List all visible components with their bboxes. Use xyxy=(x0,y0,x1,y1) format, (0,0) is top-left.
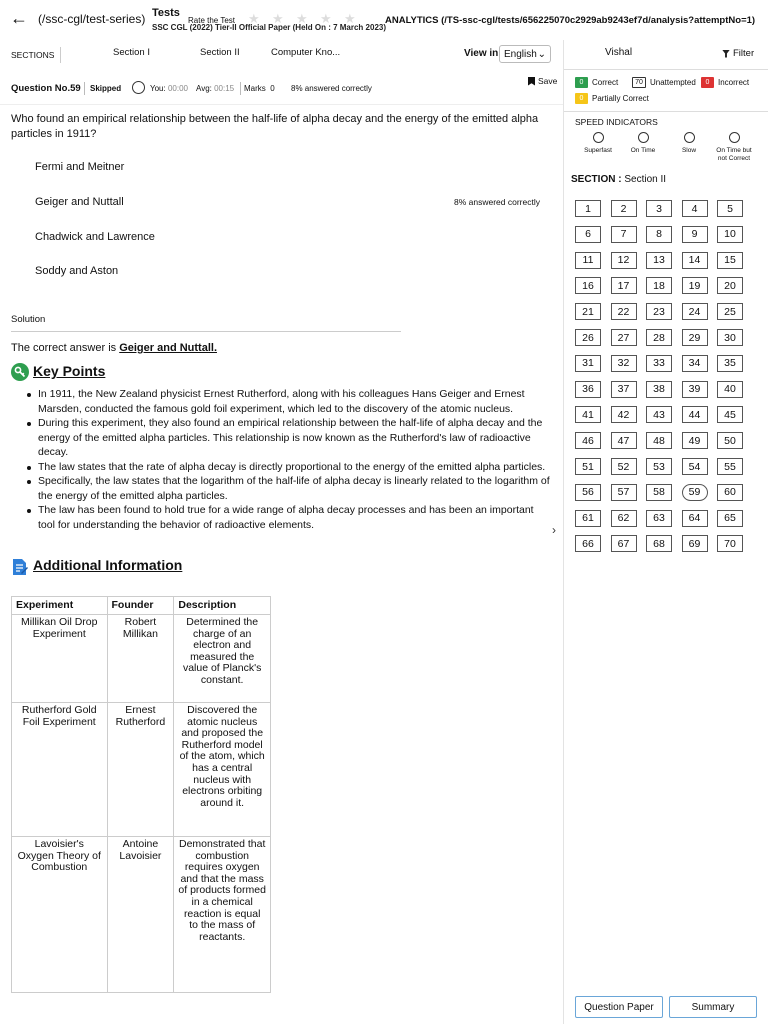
divider xyxy=(11,331,401,332)
question-status: Skipped xyxy=(90,84,122,93)
question-palette-button[interactable]: 21 xyxy=(575,303,601,320)
info-table xyxy=(11,596,271,993)
table-row xyxy=(12,615,271,703)
question-palette-button[interactable]: 59 xyxy=(682,484,708,501)
question-palette-button[interactable]: 43 xyxy=(646,406,672,423)
chevron-down-icon: ⌄ xyxy=(537,48,546,60)
filter-label: Filter xyxy=(733,48,755,59)
table-cell: Demonstrated that combustion requires oxygen and that the mass of products formed in a chemical reaction is equal to the mass of reactants. xyxy=(174,837,271,993)
question-palette-button[interactable]: 18 xyxy=(646,277,672,294)
question-palette-button[interactable]: 31 xyxy=(575,355,601,372)
back-arrow-icon[interactable]: ← xyxy=(10,8,28,28)
user-name: Vishal xyxy=(605,47,633,58)
tab-section-1[interactable]: Section I xyxy=(113,47,150,58)
table-cell: Discovered the atomic nucleus and proposed the Rutherford model of the atom, which has a central nucleus with electrons orbiting around it. xyxy=(174,703,271,837)
question-palette-button[interactable]: 64 xyxy=(682,510,708,527)
question-palette-button[interactable]: 14 xyxy=(682,252,708,269)
question-palette-button[interactable]: 17 xyxy=(611,277,637,294)
document-edit-icon xyxy=(12,558,28,576)
question-palette-button[interactable]: 48 xyxy=(646,432,672,449)
answered-correctly-stat: 8% answered correctly xyxy=(291,84,372,93)
question-palette-button[interactable]: 45 xyxy=(717,406,743,423)
legend-label: Partially Correct xyxy=(592,94,649,103)
question-palette-button[interactable]: 57 xyxy=(611,484,637,501)
table-cell: Determined the charge of an electron and measured the value of Planck's constant. xyxy=(174,615,271,703)
question-palette-button[interactable]: 41 xyxy=(575,406,601,423)
star-icon[interactable]: ★ xyxy=(272,11,284,26)
legend-correct xyxy=(575,77,618,88)
question-palette-button[interactable]: 66 xyxy=(575,535,601,552)
question-palette-button[interactable]: 10 xyxy=(717,226,743,243)
question-palette-button[interactable]: 44 xyxy=(682,406,708,423)
question-palette-button[interactable]: 27 xyxy=(611,329,637,346)
table-header: Experiment xyxy=(12,597,108,615)
question-palette-button[interactable]: 67 xyxy=(611,535,637,552)
key-point: The law states that the rate of alpha decay is directly proportional to the energy of the emitted alpha particles. xyxy=(38,460,550,475)
legend-count: 70 xyxy=(632,77,646,88)
chevron-right-icon[interactable]: › xyxy=(552,523,556,537)
divider xyxy=(0,104,563,105)
table-cell: Lavoisier's Oxygen Theory of Combustion xyxy=(12,837,108,993)
key-point: In 1911, the New Zealand physicist Ernest Rutherford, along with his colleagues Hans Geiger and Ernest Marsden, conducted the famous gold foil experiment, which led to the discovery of the atomic nucleus. xyxy=(38,387,550,416)
question-info-bar xyxy=(0,78,563,100)
option-1[interactable]: Fermi and Meitner xyxy=(35,161,125,173)
speed-slow: Slow xyxy=(667,132,711,155)
speed-on-time-not-correct: On Time but not Correct xyxy=(712,132,756,163)
question-palette-button[interactable]: 12 xyxy=(611,252,637,269)
question-palette-button[interactable]: 25 xyxy=(717,303,743,320)
table-header: Description xyxy=(174,597,271,615)
tab-section-2[interactable]: Section II xyxy=(200,47,240,58)
question-palette-button[interactable]: 65 xyxy=(717,510,743,527)
table-cell: Millikan Oil Drop Experiment xyxy=(12,615,108,703)
additional-info-title: Additional Information xyxy=(33,557,183,573)
star-icon[interactable]: ★ xyxy=(320,11,332,26)
rate-test-label: Rate the Test xyxy=(188,16,235,25)
key-points-list xyxy=(38,387,550,532)
divider xyxy=(564,111,768,112)
question-palette-button[interactable]: 47 xyxy=(611,432,637,449)
legend-count: 0 xyxy=(701,77,714,88)
bookmark-icon xyxy=(528,77,535,86)
sections-bar xyxy=(0,40,563,70)
divider xyxy=(84,82,85,95)
question-palette-button[interactable]: 70 xyxy=(717,535,743,552)
question-palette-button[interactable]: 13 xyxy=(646,252,672,269)
divider xyxy=(60,47,61,63)
legend-count: 0 xyxy=(575,93,588,104)
question-palette-button[interactable]: 28 xyxy=(646,329,672,346)
speed-on-time: On Time xyxy=(621,132,665,155)
question-palette-button[interactable]: 3 xyxy=(646,200,672,217)
on-time-icon xyxy=(638,132,649,143)
table-row xyxy=(12,703,271,837)
question-palette-button[interactable]: 16 xyxy=(575,277,601,294)
question-palette-button[interactable]: 30 xyxy=(717,329,743,346)
avg-time: Avg: 00:15 xyxy=(196,84,235,93)
question-palette-button[interactable]: 9 xyxy=(682,226,708,243)
table-header-row xyxy=(12,597,271,615)
top-bar xyxy=(0,0,768,40)
question-palette-button[interactable]: 37 xyxy=(611,381,637,398)
save-button[interactable] xyxy=(528,76,557,86)
question-palette-button[interactable]: 39 xyxy=(682,381,708,398)
legend-incorrect xyxy=(701,77,749,88)
legend-count: 0 xyxy=(575,77,588,88)
key-points-title: Key Points xyxy=(33,363,106,379)
divider xyxy=(240,82,241,95)
question-palette-button[interactable]: 35 xyxy=(717,355,743,372)
question-number: Question No.59 xyxy=(11,83,81,94)
question-palette-button[interactable]: 22 xyxy=(611,303,637,320)
legend-unattempted xyxy=(632,77,696,88)
option-4[interactable]: Soddy and Aston xyxy=(35,265,119,277)
speed-superfast: Superfast xyxy=(576,132,620,155)
question-palette-button[interactable]: 2 xyxy=(611,200,637,217)
key-point: Specifically, the law states that the logarithm of the half-life of alpha decay is linearly related to the logarithm of the energy of the emitted alpha particles. xyxy=(38,475,550,502)
table-cell: Rutherford Gold Foil Experiment xyxy=(12,703,108,837)
option-answered-stat: 8% answered correctly xyxy=(454,197,540,207)
question-palette-button[interactable]: 33 xyxy=(646,355,672,372)
option-2[interactable]: Geiger and Nuttall xyxy=(35,196,124,208)
question-palette-button[interactable]: 55 xyxy=(717,458,743,475)
question-palette-button[interactable]: 54 xyxy=(682,458,708,475)
speed-indicators-title: SPEED INDICATORS xyxy=(575,117,658,127)
tab-computer-knowledge[interactable]: Computer Kno... xyxy=(271,47,341,58)
question-palette-button[interactable]: 23 xyxy=(646,303,672,320)
question-pane xyxy=(0,40,563,1024)
table-cell: Ernest Rutherford xyxy=(107,703,174,837)
solution-label: Solution xyxy=(11,314,46,325)
question-palette-button[interactable]: 29 xyxy=(682,329,708,346)
question-palette-button[interactable]: 63 xyxy=(646,510,672,527)
table-row xyxy=(12,837,271,993)
star-icon[interactable]: ★ xyxy=(296,11,308,26)
save-label: Save xyxy=(538,76,558,86)
legend-partial xyxy=(575,93,649,104)
legend-label: Unattempted xyxy=(650,78,696,87)
slow-icon xyxy=(684,132,695,143)
option-3[interactable]: Chadwick and Lawrence xyxy=(35,231,155,243)
question-palette-button[interactable]: 61 xyxy=(575,510,601,527)
question-palette-button[interactable]: 20 xyxy=(717,277,743,294)
question-palette-button[interactable]: 38 xyxy=(646,381,672,398)
filter-button[interactable] xyxy=(722,48,754,59)
view-in-label: View in xyxy=(464,48,499,59)
filter-icon xyxy=(722,50,730,58)
question-palette-button[interactable]: 60 xyxy=(717,484,743,501)
correct-answer: The correct answer is Geiger and Nuttall. xyxy=(11,342,217,354)
question-palette-button[interactable]: 15 xyxy=(717,252,743,269)
star-icon[interactable]: ★ xyxy=(344,11,356,26)
question-palette-button[interactable]: 42 xyxy=(611,406,637,423)
question-palette-button[interactable]: 69 xyxy=(682,535,708,552)
key-icon xyxy=(11,363,29,381)
question-palette-button[interactable]: 40 xyxy=(717,381,743,398)
question-palette-button[interactable]: 46 xyxy=(575,432,601,449)
question-palette-button[interactable]: 7 xyxy=(611,226,637,243)
question-paper-button[interactable]: Question Paper xyxy=(575,996,663,1018)
superfast-icon xyxy=(593,132,604,143)
sections-label: SECTIONS xyxy=(11,50,55,60)
table-cell: Antoine Lavoisier xyxy=(107,837,174,993)
on-time-wrong-icon xyxy=(729,132,740,143)
question-palette-button[interactable]: 50 xyxy=(717,432,743,449)
legend-label: Correct xyxy=(592,78,619,87)
clock-icon xyxy=(132,81,145,94)
language-value: English xyxy=(504,48,537,60)
question-palette-button[interactable]: 49 xyxy=(682,432,708,449)
question-palette-button[interactable]: 36 xyxy=(575,381,601,398)
marks: Marks 0 xyxy=(244,84,275,93)
summary-button[interactable]: Summary xyxy=(669,996,757,1018)
question-palette-button[interactable]: 62 xyxy=(611,510,637,527)
question-palette-button[interactable]: 32 xyxy=(611,355,637,372)
question-palette-button[interactable]: 19 xyxy=(682,277,708,294)
question-palette-button[interactable]: 4 xyxy=(682,200,708,217)
question-palette-button[interactable]: 52 xyxy=(611,458,637,475)
question-palette-button[interactable]: 24 xyxy=(682,303,708,320)
key-point: The law has been found to hold true for a wide range of alpha decay processes and has been an important tool for understanding the behavior of radioactive elements. xyxy=(38,503,550,532)
question-palette-button[interactable]: 1 xyxy=(575,200,601,217)
back-link[interactable]: (/ssc-cgl/test-series) xyxy=(38,12,146,26)
question-palette-button[interactable]: 11 xyxy=(575,252,601,269)
question-palette-button[interactable]: 26 xyxy=(575,329,601,346)
question-palette-button[interactable]: 34 xyxy=(682,355,708,372)
divider xyxy=(564,69,768,70)
star-icon[interactable]: ★ xyxy=(248,11,260,26)
question-palette-button[interactable]: 58 xyxy=(646,484,672,501)
question-palette-button[interactable]: 56 xyxy=(575,484,601,501)
question-palette-button[interactable]: 6 xyxy=(575,226,601,243)
legend-label: Incorrect xyxy=(718,78,750,87)
section-label: SECTION : Section II xyxy=(571,174,667,185)
analytics-link[interactable]: ANALYTICS (/TS-ssc-cgl/tests/656225070c2929ab9243ef7d/analysis?attemptNo=1) xyxy=(385,15,756,26)
table-cell: Robert Millikan xyxy=(107,615,174,703)
paper-subtitle: SSC CGL (2022) Tier-II Official Paper (Held On : 7 March 2023) xyxy=(152,23,386,32)
question-text: Who found an empirical relationship between the half-life of alpha decay and the energy of the emitted alpha particles in 1911? xyxy=(11,113,539,140)
question-palette-button[interactable]: 5 xyxy=(717,200,743,217)
question-palette-button[interactable]: 51 xyxy=(575,458,601,475)
key-point: During this experiment, they also found an empirical relationship between the half-life of alpha decay and the energy of the emitted alpha particles. This relationship is now known as the Rutherford's law of radioactive decay. xyxy=(38,416,550,460)
table-header: Founder xyxy=(107,597,174,615)
question-palette xyxy=(563,40,768,1024)
your-time: You: 00:00 xyxy=(150,84,188,93)
question-palette-button[interactable]: 8 xyxy=(646,226,672,243)
language-select[interactable] xyxy=(499,45,551,63)
tests-title: Tests xyxy=(152,7,180,19)
question-palette-button[interactable]: 53 xyxy=(646,458,672,475)
question-palette-button[interactable]: 68 xyxy=(646,535,672,552)
